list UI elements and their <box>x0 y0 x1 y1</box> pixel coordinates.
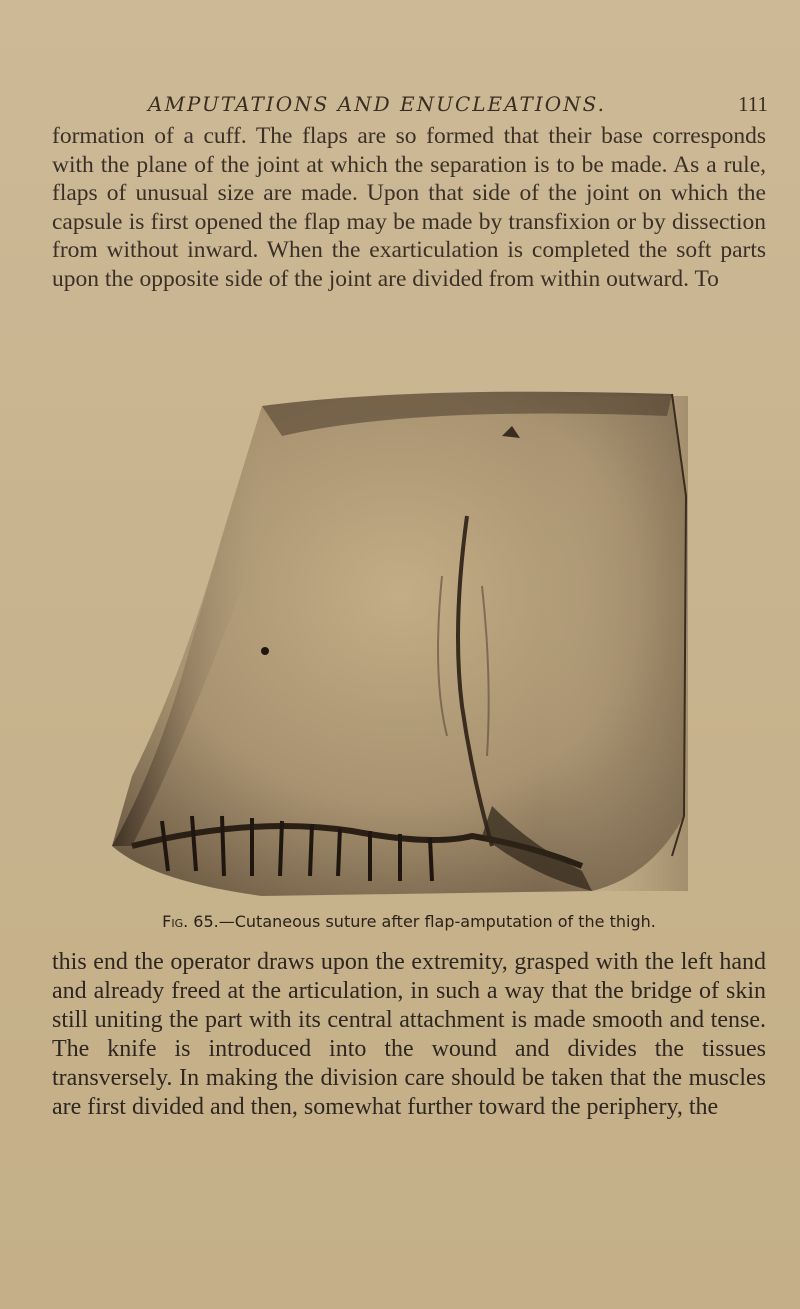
figure-thigh-amputation-illustration <box>112 376 688 911</box>
running-head: AMPUTATIONS AND ENUCLEATIONS. <box>148 92 606 116</box>
figure-caption <box>52 912 766 931</box>
page-number: 111 <box>738 92 768 116</box>
paragraph-1: formation of a cuff. The flaps are so formed that their base corresponds with the plane of the joint at which the separation is to be made. As a rule, flaps of unusual size are made. Upon that side of the joint on which the capsule is first opened the flap may be made by transfixion or by dissection from without inward. When the exarticulation is completed the soft parts upon the opposite side of the joint are divided from within outward. To <box>52 123 766 292</box>
figure-label: Fig. 65. <box>162 912 219 931</box>
paragraph-2: this end the operator draws upon the extremity, grasped with the left hand and already freed at the articulation, in such a way that the bridge of skin still uniting the part with its central attachment is made smooth and tense. The knife is introduced into the wound and divides the tissues transversely. In making the division care should be taken that the muscles are first divided and then, somewhat further toward the periphery, the <box>52 949 766 1120</box>
figure-caption-text: —Cutaneous suture after flap-amputation of the thigh. <box>218 912 656 931</box>
